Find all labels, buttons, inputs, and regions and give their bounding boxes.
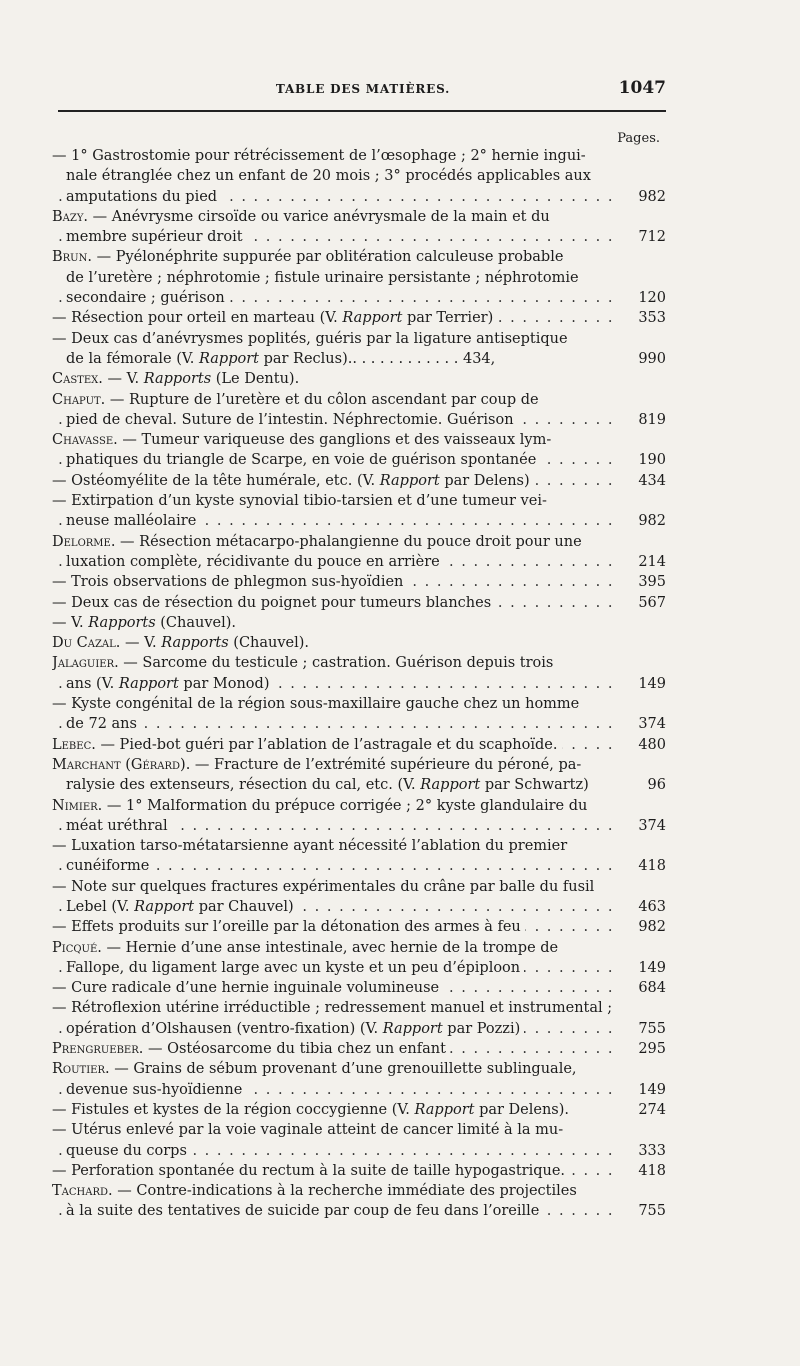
entry-line: [52, 430, 666, 450]
page-reference: 353: [618, 308, 666, 328]
page-reference: 395: [618, 572, 666, 592]
page-reference: 567: [618, 593, 666, 613]
entry-line: [52, 735, 666, 755]
author-name: Chaput.: [52, 391, 106, 408]
entry-text: Castex. — V. Rapports (Le Dentu).: [52, 371, 303, 387]
entry-line: [52, 796, 666, 816]
entry-text: neuse malléolaire: [66, 513, 200, 529]
toc-entry: [52, 593, 666, 613]
entry-line: [52, 1141, 666, 1161]
entry-text: cunéiforme: [66, 858, 153, 874]
toc-entry: [52, 308, 666, 328]
toc-entry: [52, 369, 666, 389]
entry-line: [52, 998, 666, 1018]
entry-line: [52, 1161, 666, 1181]
toc-entry: [52, 430, 666, 471]
entry-text: queuse du corps: [66, 1143, 191, 1159]
toc-entry: [52, 146, 666, 207]
entry-text: — Cure radicale d’une hernie inguinale volumineuse: [52, 980, 443, 996]
author-name: Prengrueber.: [52, 1041, 144, 1058]
entry-text: Bazy. — Anévrysme cirsoïde ou varice anévrysmale de la main et du: [52, 208, 550, 225]
page-reference: 274: [618, 1100, 666, 1120]
entry-text: Du Cazal. — V. Rapports (Chauvel).: [52, 635, 313, 651]
page-reference: 374: [618, 816, 666, 836]
toc-entry: [52, 998, 666, 1039]
entry-line: [52, 268, 666, 288]
page-reference: 712: [618, 227, 666, 247]
entry-text: Picqué. — Hernie d’une anse intestinale, avec hernie de la trompe de: [52, 939, 559, 956]
toc-entry: [52, 796, 666, 837]
entry-text: pied de cheval. Suture de l’intestin. Néphrectomie. Guérison: [66, 412, 518, 428]
entry-text: nale étranglée chez un enfant de 20 mois ; 3° procédés applicables aux: [66, 168, 591, 185]
entry-text: de 72 ans: [66, 716, 141, 732]
entry-text: — Perforation spontanée du rectum à la suite de taille hypogastrique.: [52, 1163, 569, 1179]
entry-line: [52, 958, 666, 978]
entry-line: [52, 613, 666, 633]
entry-line: [52, 775, 666, 795]
entry-line: [52, 897, 666, 917]
entry-text: de l’uretère ; néphrotomie ; fistule urinaire persistante ; néphrotomie: [66, 269, 579, 286]
toc-entry: [52, 1059, 666, 1100]
running-title: TABLE DES MATIÈRES.: [275, 82, 451, 96]
entry-text: Brun. — Pyélonéphrite suppurée par oblitération calculeuse probable: [52, 249, 564, 266]
entry-line: [52, 755, 666, 775]
author-name: Tachard.: [52, 1183, 113, 1200]
toc-entry: [52, 694, 666, 735]
entry-text: phatiques du triangle de Scarpe, en voie de guérison spontanée: [66, 452, 540, 468]
entry-text: amputations du pied: [66, 189, 221, 205]
toc-entry: [52, 877, 666, 918]
page-reference: 214: [618, 552, 666, 572]
entry-text: Lebel (V. Rapport par Chauvel): [66, 899, 298, 915]
entry-line: [52, 1100, 666, 1120]
entry-line: [52, 694, 666, 714]
entry-text: méat uréthral: [66, 818, 172, 834]
entry-text: Marchant (Gérard). — Fracture de l’extrémité supérieure du péroné, pa-: [52, 756, 582, 773]
author-name: Routier.: [52, 1061, 110, 1078]
author-name: Marchant (Gérard).: [52, 756, 191, 773]
entry-text: — Extirpation d’un kyste synovial tibio-tarsien et d’une tumeur vei-: [52, 493, 547, 510]
entry-line: [52, 1181, 666, 1201]
entry-line: [52, 877, 666, 897]
toc-entry: [52, 471, 666, 491]
toc-entry: [52, 755, 666, 796]
entry-line: [52, 187, 666, 207]
entry-text: à la suite des tentatives de suicide par coup de feu dans l’oreille: [66, 1203, 543, 1219]
entry-text: — Luxation tarso-métatarsienne ayant nécessité l’ablation du premier: [52, 838, 568, 855]
entry-line: [52, 917, 666, 937]
entry-line: [52, 1059, 666, 1079]
entry-line: [52, 349, 666, 369]
toc-entry: [52, 917, 666, 937]
author-name: Brun.: [52, 249, 92, 266]
page-reference: 434: [618, 471, 666, 491]
page-reference: 333: [618, 1141, 666, 1161]
entry-line: [52, 978, 666, 998]
author-name: Nimier.: [52, 797, 103, 814]
entry-text: — Rétroflexion utérine irréductible ; redressement manuel et instrumental ;: [52, 1000, 613, 1017]
page-reference: 190: [618, 450, 666, 470]
entry-line: [52, 450, 666, 470]
page-reference: 982: [618, 511, 666, 531]
page-reference: 982: [618, 187, 666, 207]
toc-entry: [52, 653, 666, 694]
entry-text: membre supérieur droit: [66, 229, 247, 245]
toc-entry: [52, 735, 666, 755]
entry-line: [52, 308, 666, 328]
entry-text: — 1° Gastrostomie pour rétrécissement de l’œsophage ; 2° hernie ingui-: [52, 148, 586, 164]
entry-text: — Deux cas d’anévrysmes poplités, guéris par la ligature antiseptique: [52, 330, 568, 347]
entry-text: Chaput. — Rupture de l’uretère et du côlon ascendant par coup de: [52, 391, 539, 408]
entry-text: luxation complète, récidivante du pouce en arrière: [66, 554, 444, 570]
toc-entry: [52, 613, 666, 633]
entry-line: [52, 836, 666, 856]
author-name: Bazy.: [52, 208, 89, 225]
toc-entry: [52, 633, 666, 653]
toc-entry: [52, 978, 666, 998]
entry-text: Tachard. — Contre-indications à la recherche immédiate des projectiles: [52, 1183, 577, 1200]
page-reference: 418: [618, 1161, 666, 1181]
entry-text: de la fémorale (V. Rapport par Reclus).. . . . . . . . . . . . 434,: [66, 351, 499, 367]
page-reference: 96: [618, 775, 666, 795]
toc-entry: [52, 1100, 666, 1120]
entry-line: [52, 1120, 666, 1140]
header-rule: [58, 110, 666, 112]
entry-line: [52, 1039, 666, 1059]
entry-text: Delorme. — Résection métacarpo-phalangienne du pouce droit pour une: [52, 533, 582, 550]
page-reference: 982: [618, 917, 666, 937]
entry-text: — Résection pour orteil en marteau (V. Rapport par Terrier): [52, 310, 497, 326]
author-name: Jalaguier.: [52, 655, 119, 672]
toc-entry: [52, 532, 666, 573]
entry-text: — Kyste congénital de la région sous-maxillaire gauche chez un homme: [52, 696, 580, 713]
page-reference: 463: [618, 897, 666, 917]
entry-text: Fallope, du ligament large avec un kyste et un peu d’épiploon: [66, 960, 524, 976]
page-reference: 684: [618, 978, 666, 998]
toc-entry: [52, 938, 666, 979]
entry-text: devenue sus-hyoïdienne: [66, 1082, 246, 1098]
entry-text: — Ostéomyélite de la tête humérale, etc. (V. Rapport par Delens): [52, 473, 534, 489]
page-reference: 819: [618, 410, 666, 430]
entry-line: [52, 369, 666, 389]
toc-entry: [52, 390, 666, 431]
entry-line: [52, 329, 666, 349]
entry-line: [52, 410, 666, 430]
author-name: Chavasse.: [52, 432, 118, 449]
entry-line: [52, 1019, 666, 1039]
author-name: Picqué.: [52, 939, 102, 956]
page-reference: 418: [618, 856, 666, 876]
entry-text: Nimier. — 1° Malformation du prépuce corrigée ; 2° kyste glandulaire du: [52, 797, 588, 814]
entry-text: — Utérus enlevé par la voie vaginale atteint de cancer limité à la mu-: [52, 1122, 564, 1139]
entry-line: [52, 390, 666, 410]
page-reference: 480: [618, 735, 666, 755]
entry-line: [52, 714, 666, 734]
running-header: [56, 78, 670, 104]
toc-entry: [52, 1039, 666, 1059]
entry-text: — V. Rapports (Chauvel).: [52, 615, 240, 631]
entry-text: — Fistules et kystes de la région coccygienne (V. Rapport par Delens).: [52, 1102, 573, 1118]
author-name: Delorme.: [52, 533, 116, 550]
author-name: Lebec.: [52, 736, 96, 753]
toc-entry: [52, 491, 666, 532]
entry-line: [52, 207, 666, 227]
entry-line: [52, 1201, 666, 1221]
toc-entry: [52, 247, 666, 308]
toc-entry: [52, 207, 666, 248]
page-reference: 755: [618, 1201, 666, 1221]
entry-line: [52, 856, 666, 876]
entry-text: secondaire ; guérison: [66, 290, 229, 306]
entry-line: [52, 653, 666, 673]
entry-line: [52, 288, 666, 308]
entry-text: — Deux cas de résection du poignet pour tumeurs blanches: [52, 595, 495, 611]
entry-line: [52, 247, 666, 267]
entry-line: [52, 572, 666, 592]
entry-text: Lebec. — Pied-bot guéri par l’ablation de l’astragale et du scaphoïde.: [52, 737, 562, 753]
author-name: Du Cazal.: [52, 635, 121, 652]
entry-line: [52, 511, 666, 531]
entry-text: opération d’Olshausen (ventro-fixation) (V. Rapport par Pozzi): [66, 1021, 524, 1037]
entry-line: [52, 633, 666, 653]
page-reference: 755: [618, 1019, 666, 1039]
page-reference: 149: [618, 958, 666, 978]
entry-line: [52, 938, 666, 958]
toc-entry: [52, 1181, 666, 1222]
page-reference: 374: [618, 714, 666, 734]
entry-line: [52, 227, 666, 247]
toc-entry: [52, 1161, 666, 1181]
entry-text: ans (V. Rapport par Monod): [66, 676, 273, 692]
entry-line: [52, 674, 666, 694]
entry-line: [52, 471, 666, 491]
page-reference: 149: [618, 1080, 666, 1100]
entry-line: [52, 816, 666, 836]
page-reference: 295: [618, 1039, 666, 1059]
entry-line: [52, 593, 666, 613]
entry-text: — Note sur quelques fractures expérimentales du crâne par balle du fusil: [52, 878, 595, 895]
entry-text: — Trois observations de phlegmon sus-hyoïdien: [52, 574, 407, 590]
entry-text: Routier. — Grains de sébum provenant d’une grenouillette sublinguale,: [52, 1061, 577, 1078]
entry-line: [52, 146, 666, 166]
entry-line: [52, 166, 666, 186]
table-of-contents: [52, 146, 666, 1222]
toc-entry: [52, 1120, 666, 1161]
entry-text: Jalaguier. — Sarcome du testicule ; castration. Guérison depuis trois: [52, 655, 554, 672]
toc-entry: [52, 572, 666, 592]
entry-text: — Effets produits sur l’oreille par la détonation des armes à feu: [52, 919, 525, 935]
entry-line: [52, 552, 666, 572]
page-reference: 149: [618, 674, 666, 694]
author-name: Castex.: [52, 371, 103, 388]
entry-line: [52, 1080, 666, 1100]
entry-line: [52, 491, 666, 511]
toc-entry: [52, 329, 666, 370]
entry-text: ralysie des extenseurs, résection du cal, etc. (V. Rapport par Schwartz): [66, 777, 593, 793]
page-reference: 120: [618, 288, 666, 308]
page-reference: 990: [618, 349, 666, 369]
toc-entry: [52, 836, 666, 877]
entry-text: Chavasse. — Tumeur variqueuse des ganglions et des vaisseaux lym-: [52, 432, 552, 449]
entry-line: [52, 532, 666, 552]
entry-text: Prengrueber. — Ostéosarcome du tibia chez un enfant: [52, 1041, 450, 1057]
page-number: 1047: [618, 78, 666, 98]
pages-column-label: Pages.: [617, 131, 660, 146]
